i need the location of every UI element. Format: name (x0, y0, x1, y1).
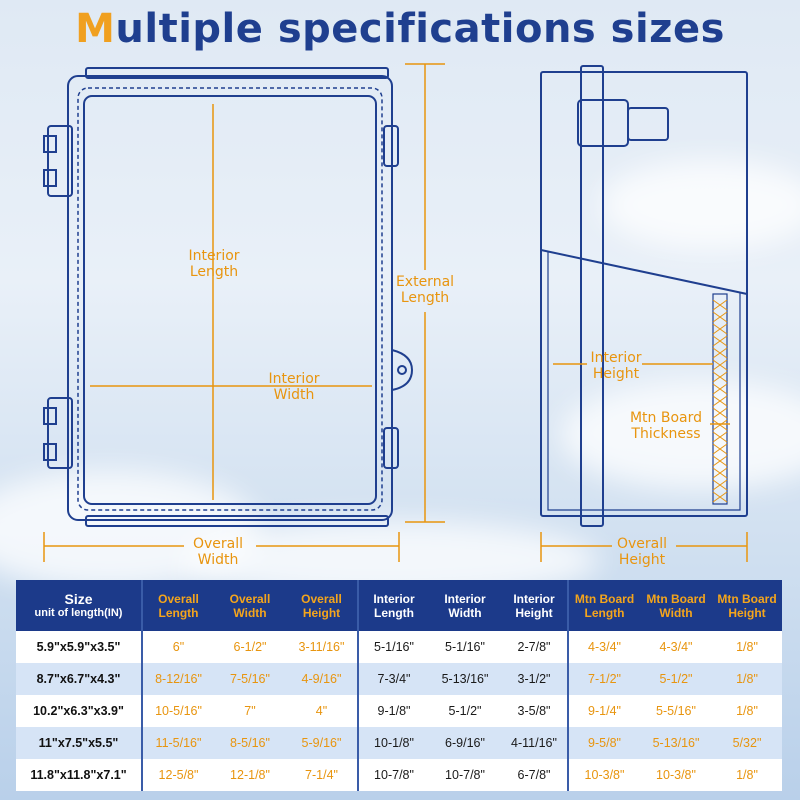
header-interior-width: Interior Width (429, 580, 501, 631)
value-cell: 6" (142, 631, 214, 663)
size-cell: 11"x7.5"x5.5" (16, 727, 142, 759)
value-cell: 12-5/8" (142, 759, 214, 791)
value-cell: 7-1/4" (286, 759, 358, 791)
value-cell: 5-9/16" (286, 727, 358, 759)
external-length-label: External Length (395, 274, 455, 306)
value-cell: 4-3/4" (568, 631, 640, 663)
table-row (16, 663, 782, 695)
header-mtn-board-width: Mtn Board Width (640, 580, 712, 631)
side-hinge-bar (581, 66, 603, 526)
value-cell: 5-13/16" (429, 663, 501, 695)
interior-length-label: Interior Length (188, 248, 240, 280)
spec-table (16, 580, 783, 791)
value-cell: 3-11/16" (286, 631, 358, 663)
table-header-row (16, 580, 782, 631)
front-inner-frame (78, 88, 382, 510)
value-cell: 1/8" (712, 695, 782, 727)
table-row (16, 631, 782, 663)
value-cell: 5-1/2" (640, 663, 712, 695)
value-cell: 3-5/8" (501, 695, 568, 727)
mtn-board-thickness-label: Mtn Board Thickness (629, 410, 703, 442)
padlock-tab (392, 350, 412, 390)
value-cell: 10-7/8" (358, 759, 429, 791)
interior-width-label: Interior Width (268, 371, 320, 403)
value-cell: 6-7/8" (501, 759, 568, 791)
value-cell: 7-3/4" (358, 663, 429, 695)
value-cell: 4-3/4" (640, 631, 712, 663)
table-row (16, 695, 782, 727)
value-cell: 10-3/8" (568, 759, 640, 791)
table-row (16, 759, 782, 791)
value-cell: 6-1/2" (214, 631, 286, 663)
value-cell: 8-5/16" (214, 727, 286, 759)
value-cell: 9-1/8" (358, 695, 429, 727)
value-cell: 5/32" (712, 727, 782, 759)
header-overall-height: Overall Height (286, 580, 358, 631)
value-cell: 1/8" (712, 663, 782, 695)
value-cell: 11-5/16" (142, 727, 214, 759)
value-cell: 1/8" (712, 631, 782, 663)
value-cell: 2-7/8" (501, 631, 568, 663)
interior-height-label: Interior Height (590, 350, 642, 382)
value-cell: 10-7/8" (429, 759, 501, 791)
table-body (16, 631, 782, 791)
value-cell: 9-5/8" (568, 727, 640, 759)
value-cell: 5-5/16" (640, 695, 712, 727)
size-cell: 11.8"x11.8"x7.1" (16, 759, 142, 791)
value-cell: 10-5/16" (142, 695, 214, 727)
front-outer-body (68, 76, 392, 520)
header-interior-length: Interior Length (358, 580, 429, 631)
title-rest: ultiple specifications sizes (115, 6, 725, 52)
title-first-letter: M (75, 6, 116, 52)
value-cell: 4" (286, 695, 358, 727)
front-window (84, 96, 376, 504)
value-cell: 9-1/4" (568, 695, 640, 727)
header-mtn-board-length: Mtn Board Length (568, 580, 640, 631)
side-cut-line (541, 250, 747, 294)
value-cell: 10-3/8" (640, 759, 712, 791)
value-cell: 10-1/8" (358, 727, 429, 759)
value-cell: 8-12/16" (142, 663, 214, 695)
overall-width-label: Overall Width (192, 536, 244, 568)
header-overall-length: Overall Length (142, 580, 214, 631)
size-cell: 5.9"x5.9"x3.5" (16, 631, 142, 663)
size-cell: 8.7"x6.7"x4.3" (16, 663, 142, 695)
value-cell: 4-11/16" (501, 727, 568, 759)
size-cell: 10.2"x6.3"x3.9" (16, 695, 142, 727)
value-cell: 4-9/16" (286, 663, 358, 695)
value-cell: 3-1/2" (501, 663, 568, 695)
header-interior-height: Interior Height (501, 580, 568, 631)
table-row (16, 727, 782, 759)
value-cell: 12-1/8" (214, 759, 286, 791)
header-mtn-board-height: Mtn Board Height (712, 580, 782, 631)
value-cell: 7" (214, 695, 286, 727)
overall-height-label: Overall Height (616, 536, 668, 568)
value-cell: 5-1/16" (358, 631, 429, 663)
header-overall-width: Overall Width (214, 580, 286, 631)
value-cell: 6-9/16" (429, 727, 501, 759)
value-cell: 5-1/2" (429, 695, 501, 727)
value-cell: 7-1/2" (568, 663, 640, 695)
size-header: Size unit of length(IN) (16, 580, 142, 631)
value-cell: 5-1/16" (429, 631, 501, 663)
value-cell: 5-13/16" (640, 727, 712, 759)
value-cell: 7-5/16" (214, 663, 286, 695)
value-cell: 1/8" (712, 759, 782, 791)
